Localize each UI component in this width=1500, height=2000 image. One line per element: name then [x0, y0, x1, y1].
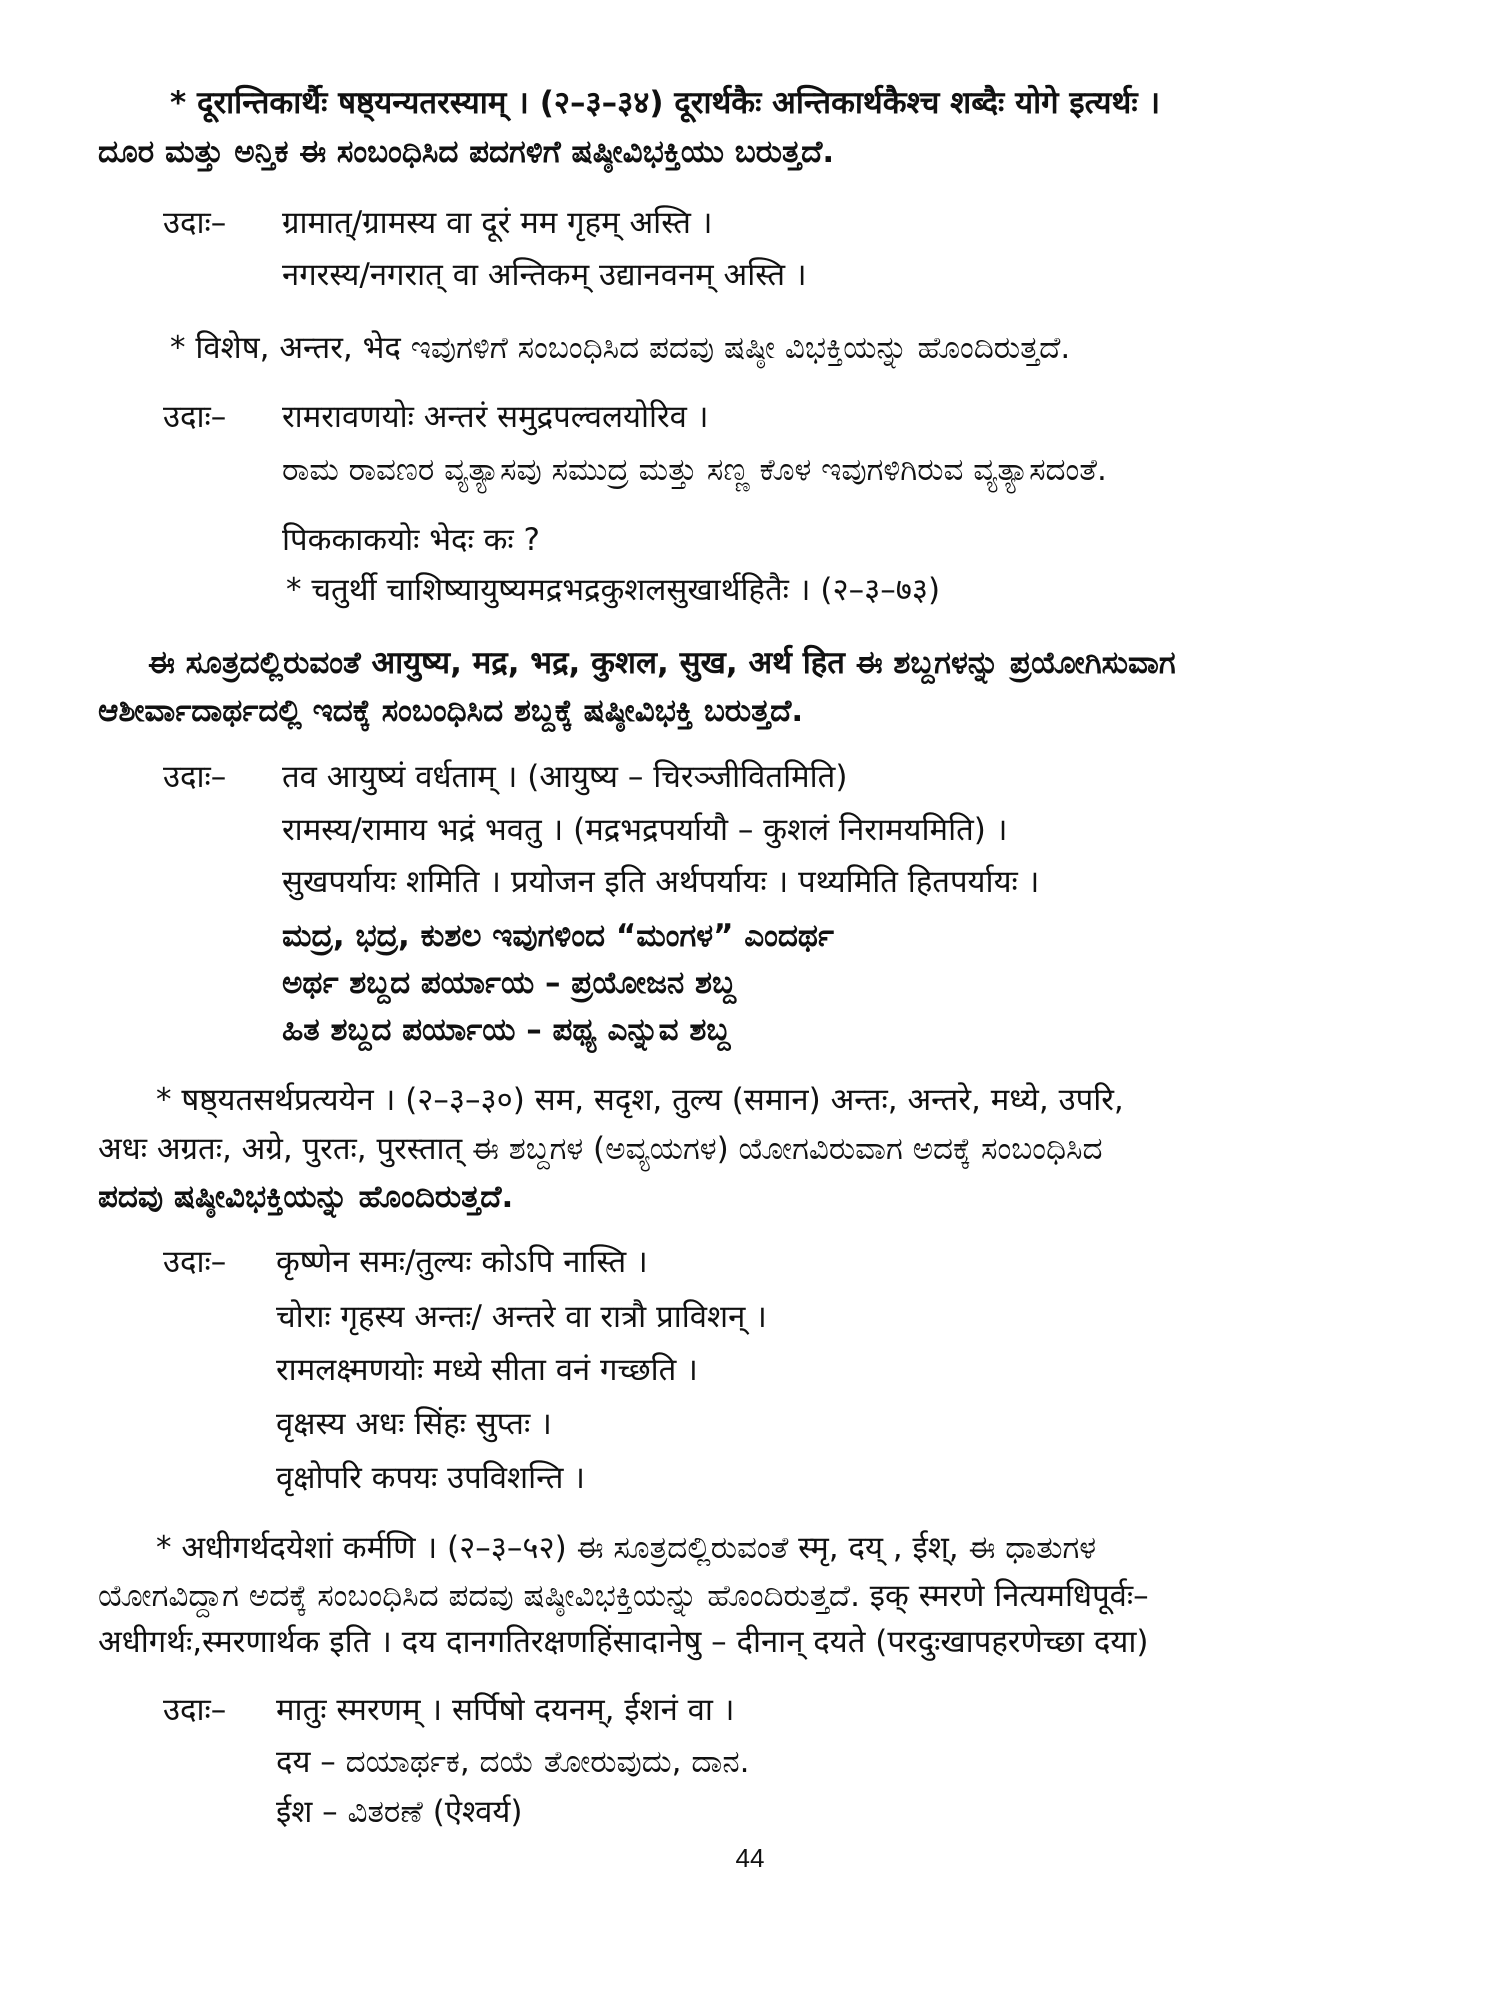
sutra-heading: * अधीगर्थदयेशां कर्मणि । (२–३–५२) ಈ ಸೂತ್ರದಲ್ಲಿರುವಂತೆ स्मृ, दय् , ईश्, ಈ ಧಾತುಗಳ — [156, 1530, 1097, 1566]
example-line: नगरस्य/नगरात् वा अन्तिकम् उद्यानवनम् अस्ति । — [282, 257, 807, 293]
example-line: पिककाकयोः भेदः कः ? — [282, 522, 540, 558]
sutra-heading: * दूरान्तिकार्थैः षष्ठ्यन्यतरस्याम् । (२–३–३४) दूरार्थकैः अन्तिकार्थकैश्च शब्दैः योगे इत्यर्थः । — [170, 85, 1161, 121]
example-label: उदाः– — [163, 205, 227, 241]
example-label: उदाः– — [163, 1692, 227, 1728]
sutra-heading: * चतुर्थी चाशिष्यायुष्यमद्रभद्रकुशलसुखार्थहितैः । (२–३–७३) — [286, 572, 941, 608]
example-line: ಅರ್ಥ ಶಬ್ದದ ಪರ್ಯಾಯ – ಪ್ರಯೋಜನ ಶಬ್ದ — [282, 965, 736, 1001]
example-line: ಮದ್ರ, ಭದ್ರ, ಕುಶಲ ಇವುಗಳಿಂದ “ಮಂಗಳ” ಎಂದರ್ಥ — [282, 918, 834, 954]
example-label: उदाः– — [163, 1244, 227, 1280]
example-line: ग्रामात्/ग्रामस्य वा दूरं मम गृहम् अस्ति । — [282, 205, 713, 241]
explanation-line: ಈ ಸೂತ್ರದಲ್ಲಿರುವಂತೆ आयुष्य, मद्र, भद्र, कुशल, सुख, अर्थ हित ಈ ಶಬ್ದಗಳನ್ನು ಪ್ರಯೋಗಿಸುವಾಗ — [148, 645, 1176, 681]
example-line: ईश – ವಿತರಣೆ (ऐश्वर्य) — [276, 1794, 523, 1830]
example-line: कृष्णेन समः/तुल्यः कोऽपि नास्ति । — [276, 1244, 648, 1280]
example-line: मातुः स्मरणम् । सर्पिषो दयनम्, ईशनं वा । — [276, 1692, 735, 1728]
example-line: ರಾಮ ರಾವಣರ ವ್ಯತ್ಯಾಸವು ಸಮುದ್ರ ಮತ್ತು ಸಣ್ಣ ಕೊಳ ಇವುಗಳಿಗಿರುವ ವ್ಯತ್ಯಾಸದಂತೆ. — [282, 452, 1107, 488]
page-number: 44 — [735, 1843, 765, 1873]
explanation-line: अधीगर्थः,स्मरणार्थक इति । दय दानगतिरक्षणहिंसादानेषु – दीनान् दयते (परदुःखापहरणेच्छा दया) — [98, 1624, 1149, 1660]
example-line: वृक्षोपरि कपयः उपविशन्ति । — [276, 1460, 585, 1496]
example-line: रामरावणयोः अन्तरं समुद्रपल्वलयोरिव । — [282, 399, 709, 435]
example-line: सुखपर्यायः शमिति । प्रयोजन इति अर्थपर्यायः । पथ्यमिति हितपर्यायः । — [282, 864, 1040, 900]
explanation-line: अधः अग्रतः, अग्रे, पुरतः, पुरस्तात् ಈ ಶಬ್ದಗಳ (ಅವ್ಯಯಗಳ) ಯೋಗವಿರುವಾಗ ಅದಕ್ಕೆ ಸಂಬಂಧಿಸಿದ — [98, 1131, 1103, 1167]
example-line: तव आयुष्यं वर्धताम् । (आयुष्य – चिरञ्जीवितमिति) — [282, 759, 848, 795]
example-line: रामस्य/रामाय भद्रं भवतु । (मद्रभद्रपर्यायौ – कुशलं निरामयमिति) । — [282, 812, 1008, 848]
sutra-heading: * षष्ठ्यतसर्थप्रत्ययेन । (२–३–३०) सम, सदृश, तुल्य (समान) अन्तः, अन्तरे, मध्ये, उपरि, — [156, 1082, 1124, 1118]
example-label: उदाः– — [163, 399, 227, 435]
explanation-line: ಆಶೀರ್ವಾದಾರ್ಥದಲ್ಲಿ ಇದಕ್ಕೆ ಸಂಬಂಧಿಸಿದ ಶಬ್ದಕ್ಕೆ ಷಷ್ಠೀವಿಭಕ್ತಿ ಬರುತ್ತದೆ. — [98, 693, 804, 729]
example-line: दय – ದಯಾರ್ಥಕ, ದಯೆ ತೋರುವುದು, ದಾನ. — [276, 1744, 750, 1780]
example-line: रामलक्ष्मणयोः मध्ये सीता वनं गच्छति । — [276, 1352, 698, 1388]
example-label: उदाः– — [163, 759, 227, 795]
sutra-heading: * विशेष, अन्तर, भेद ಇವುಗಳಿಗೆ ಸಂಬಂಧಿಸಿದ ಪದವು ಷಷ್ಠೀ ವಿಭಕ್ತಿಯನ್ನು ಹೊಂದಿರುತ್ತದೆ. — [170, 330, 1071, 366]
example-line: चोराः गृहस्य अन्तः/ अन्तरे वा रात्रौ प्राविशन् । — [276, 1299, 767, 1335]
explanation-line: ದೂರ ಮತ್ತು ಅನ್ತಿಕ ಈ ಸಂಬಂಧಿಸಿದ ಪದಗಳಿಗೆ ಷಷ್ಠೀವಿಭಕ್ತಿಯು ಬರುತ್ತದೆ. — [98, 134, 835, 170]
example-line: ಹಿತ ಶಬ್ದದ ಪರ್ಯಾಯ – ಪಥ್ಯ ಎನ್ನುವ ಶಬ್ದ — [282, 1012, 731, 1048]
explanation-line: ಪದವು ಷಷ್ಠೀವಿಭಕ್ತಿಯನ್ನು ಹೊಂದಿರುತ್ತದೆ. — [98, 1179, 514, 1215]
explanation-line: ಯೋಗವಿದ್ದಾಗ ಅದಕ್ಕೆ ಸಂಬಂಧಿಸಿದ ಪದವು ಷಷ್ಠೀವಿಭಕ್ತಿಯನ್ನು ಹೊಂದಿರುತ್ತದೆ. इक् स्मरणे नित्यमधिपूर्वः– — [98, 1578, 1149, 1614]
example-line: वृक्षस्य अधः सिंहः सुप्तः । — [276, 1406, 552, 1442]
